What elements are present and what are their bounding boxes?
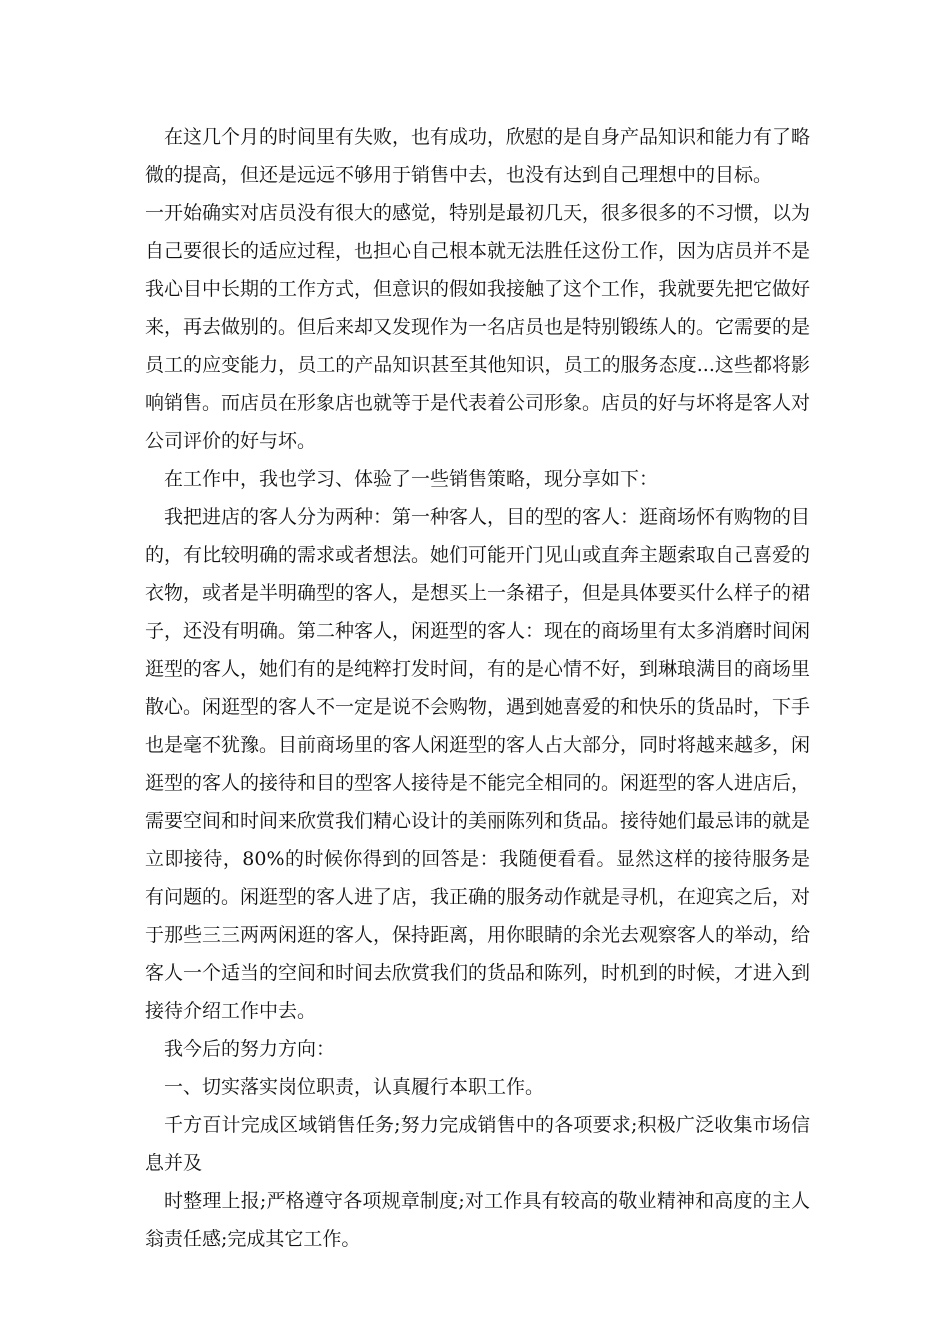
- paragraph-1: 在这几个月的时间里有失败，也有成功，欣慰的是自身产品知识和能力有了略微的提高，但还是远远不够用于销售中去，也没有达到自己理想中的目标。: [145, 126, 811, 186]
- paragraph-2: 一开始确实对店员没有很大的感觉，特别是最初几天，很多很多的不习惯，以为自己要很长的适应过程，也担心自己根本就无法胜任这份工作，因为店员并不是我心目中长期的工作方式，但意识的假如我接触了这个工作，我就要先把它做好来，再去做别的。但后来却又发现作为一名店员也是特别锻练人的。它需要的是员工的应变能力，员工的产品知识甚至其他知识，员工的服务态度...这些都将影响销售。而店员在形象店也就等于是代表着公司形象。店员的好与坏将是客人对公司评价的好与坏。: [145, 202, 811, 452]
- document-body: [145, 118, 810, 1258]
- paragraph-6: 一、切实落实岗位职责，认真履行本职工作。: [164, 1076, 545, 1098]
- paragraph-4: 我把进店的客人分为两种：第一种客人，目的型的客人：逛商场怀有购物的目的，有比较明确的需求或者想法。她们可能开门见山或直奔主题索取自己喜爱的衣物，或者是半明确型的客人，是想买上一条裙子，但是具体要买什么样子的裙子，还没有明确。第二种客人，闲逛型的客人：现在的商场里有太多消磨时间闲逛型的客人，她们有的是纯粹打发时间，有的是心情不好，到琳琅满目的商场里散心。闲逛型的客人不一定是说不会购物，遇到她喜爱的和快乐的货品时，下手也是毫不犹豫。目前商场里的客人闲逛型的客人占大部分，同时将越来越多，闲逛型的客人的接待和目的型客人接待是不能完全相同的。闲逛型的客人进店后，需要空间和时间来欣赏我们精心设计的美丽陈列和货品。接待她们最忌讳的就是立即接待，80%的时候你得到的回答是：我随便看看。显然这样的接待服务是有问题的。闲逛型的客人进了店，我正确的服务动作就是寻机，在迎宾之后，对于那些三三两两闲逛的客人，保持距离，用你眼睛的余光去观察客人的举动，给客人一个适当的空间和时间去欣赏我们的货品和陈列，时机到的时候，才进入到接待介绍工作中去。: [145, 506, 811, 1022]
- paragraph-5: 我今后的努力方向：: [164, 1038, 336, 1060]
- paragraph-8: 时整理上报;严格遵守各项规章制度;对工作具有较高的敬业精神和高度的主人翁责任感;完成其它工作。: [145, 1190, 810, 1250]
- paragraph-7: 千方百计完成区域销售任务;努力完成销售中的各项要求;积极广泛收集市场信息并及: [145, 1114, 810, 1174]
- paragraph-3: 在工作中，我也学习、体验了一些销售策略，现分享如下：: [164, 468, 659, 490]
